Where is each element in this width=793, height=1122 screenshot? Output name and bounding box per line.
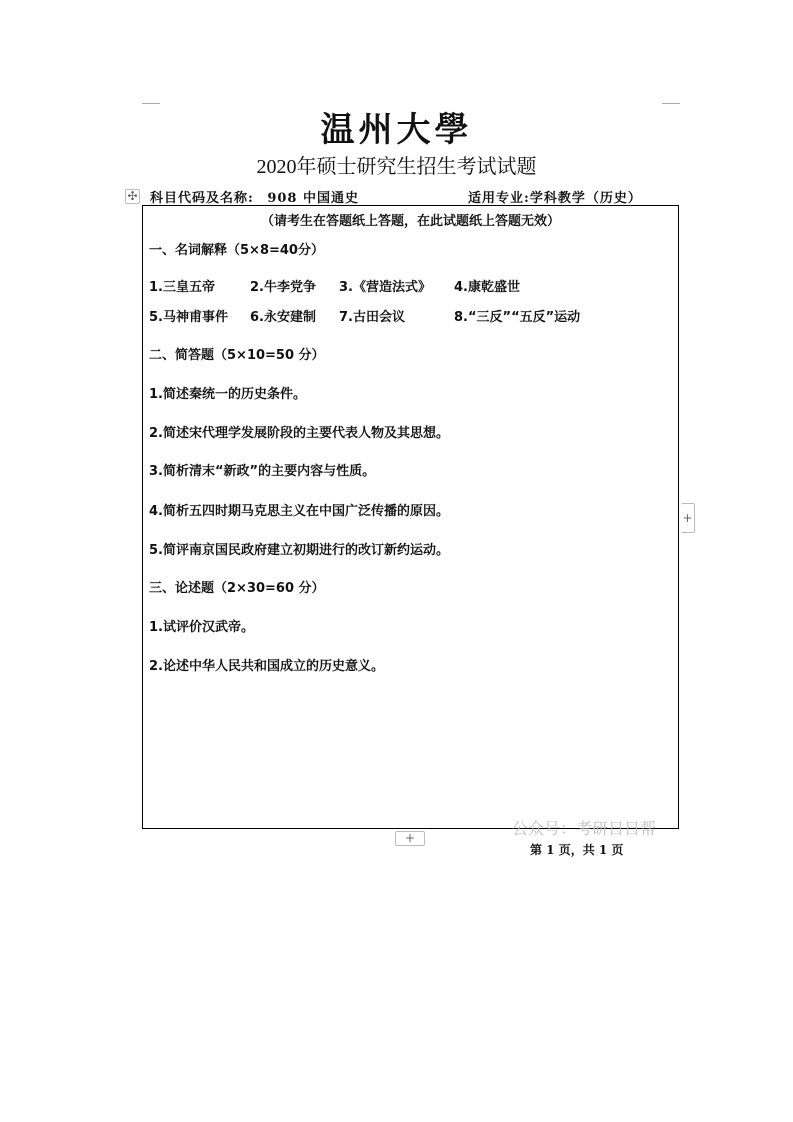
exam-title: 2020年硕士研究生招生考试试题 xyxy=(256,156,537,178)
major-label: 适用专业: xyxy=(468,191,530,206)
question-item: 3.简析清末“新政”的主要内容与性质。 xyxy=(149,464,376,479)
add-column-button[interactable]: + xyxy=(681,503,695,533)
applicable-major xyxy=(468,187,642,206)
question-item: 1.试评价汉武帝。 xyxy=(149,620,254,635)
term-item: 2.牛李党争 xyxy=(250,280,316,295)
subject-code xyxy=(150,187,359,206)
question-box xyxy=(142,205,679,829)
question-item: 5.简评南京国民政府建立初期进行的改订新约运动。 xyxy=(149,543,449,558)
question-item: 1.简述秦统一的历史条件。 xyxy=(149,387,306,402)
section-heading: 二、简答题（5×10=50 分） xyxy=(149,348,325,363)
notice: （请考生在答题纸上答题，在此试题纸上答题无效） xyxy=(260,214,560,229)
term-item: 8.“三反”“五反”运动 xyxy=(454,310,581,325)
term-item: 7.古田会议 xyxy=(339,310,405,325)
subject-value: 908 中国通史 xyxy=(267,191,360,206)
term-item: 1.三皇五帝 xyxy=(149,280,215,295)
term-item: 4.康乾盛世 xyxy=(454,280,520,295)
term-item: 6.永安建制 xyxy=(250,310,316,325)
term-item: 3.《营造法式》 xyxy=(339,280,431,295)
section-heading: 三、论述题（2×30=60 分） xyxy=(149,581,325,596)
question-item: 2.简述宋代理学发展阶段的主要代表人物及其思想。 xyxy=(149,426,449,441)
university-name: 温州大學 xyxy=(320,110,473,150)
major-value: 学科教学（历史） xyxy=(529,191,642,206)
watermark: 公众号：考研日日帮 xyxy=(512,819,657,838)
question-item: 4.简析五四时期马克思主义在中国广泛传播的原因。 xyxy=(149,504,449,519)
question-item: 2.论述中华人民共和国成立的历史意义。 xyxy=(149,659,384,674)
subject-label: 科目代码及名称: xyxy=(150,191,254,206)
table-move-handle-icon[interactable]: ✣ xyxy=(125,189,140,204)
section-heading: 一、名词解释（5×8=40分） xyxy=(149,243,324,258)
term-item: 5.马神甫事件 xyxy=(149,310,228,325)
page-info: 第 1 页，共 1 页 xyxy=(530,843,624,857)
add-row-button[interactable]: + xyxy=(395,831,425,846)
